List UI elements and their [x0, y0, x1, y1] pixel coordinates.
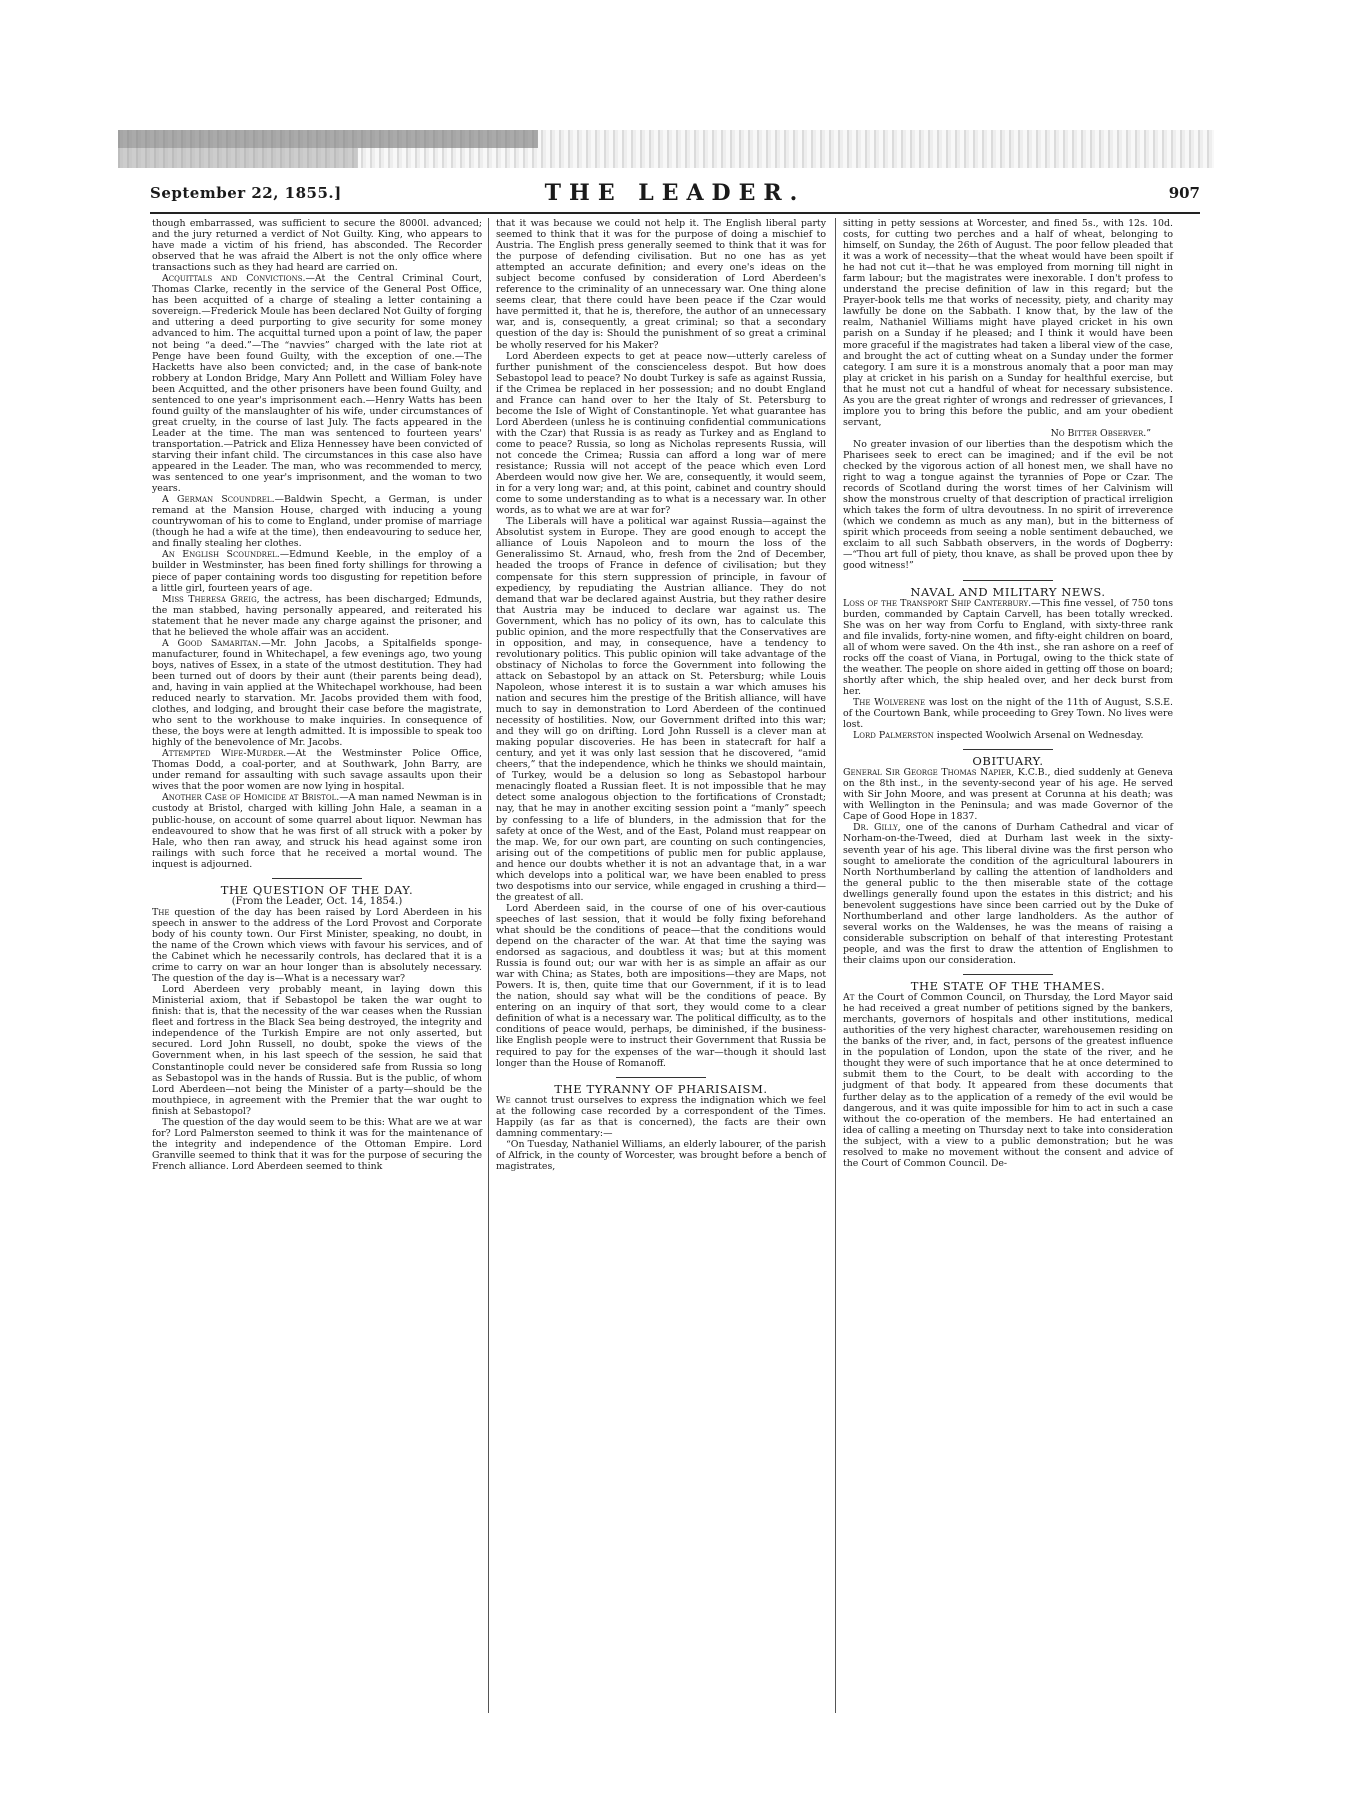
- paragraph: [843, 697, 1173, 730]
- header-date: September 22, 1855.]: [150, 184, 342, 202]
- paragraph: [496, 1095, 826, 1139]
- paragraph-text: —This fine vessel, of 750 tons burden, commanded by Captain Carvell, has been totally wrecked. She was on her way from Corfu to England, with sixty-three rank and file invalids, forty-nine women, and fifty-eight children on board, all of whom were saved. On the 4th inst., she ran ashore on a reef of rocks off the coast of Viana, in Portugal, owing to the thick state of the weather. The people on shore aided in getting off those on board; shortly after which, the ship healed over, and her deck burst from her.: [843, 597, 1173, 697]
- paragraph: Lord Aberdeen said, in the course of one of his over-cautious speeches of last session, that it would be folly fixing beforehand what should be the conditions of peace—that the conditions would depend on the character of the war. At that time the saying was endorsed as sagacious, and doubtless it was; but at this moment Russia is found out; our war with her is as simple an affair as our war with China; as States, both are impositions—they are Maps, not Powers. It is, then, quite time that our Government, if it is to lead the nation, should say what will be the conditions of peace. By entering on an inquiry of that sort, they would come to a clear definition of what is a necessary war. The political difficulty, as to the conditions of peace would, perhaps, be diminished, if the business-like English people were to instruct their Government that Russia be required to pay for the expenses of the war—though it should last longer than the House of Romanoff.: [496, 902, 826, 1069]
- column-middle: [496, 218, 826, 1172]
- run-in-heading: An English Scoundrel.: [162, 549, 280, 561]
- paragraph: Lord Aberdeen very probably meant, in laying down this Ministerial axiom, that if Sebastopol be taken the war ought to finish: that is, that the necessity of the war ceases when the Russian fleet and fortress in the Black Sea being destroyed, the integrity and independence of the Turkish Empire are not only asserted, but secured. Lord John Russell, no doubt, spoke the views of the Government when, in his last speech of the session, he said that Constantinople could never be considered safe from Russia so long as Sebastopol was in the hands of Russia. But is the public, of whom Lord Aberdeen—not being the Minister of a party—should be the mouthpiece, in agreement with the Premier that the war ought to finish at Sebastopol?: [152, 984, 482, 1117]
- run-in-heading: Miss Theresa Greig,: [162, 593, 260, 605]
- run-in-heading: Acquittals and Convictions.: [162, 273, 306, 285]
- paragraph: The question of the day would seem to be this: What are we at war for? Lord Palmerston seemed to think it was for the maintenance of the integrity and independence of the Ottoman Empire. Lord Granville seemed to think that it was for the purpose of securing the French alliance. Lord Aberdeen seemed to think: [152, 1116, 482, 1172]
- paragraph: [843, 598, 1173, 697]
- paragraph-text: —At the Westminster Police Office, Thomas Dodd, a coal-porter, and at Southwark, John Barry, are under remand for assaulting with such savage assaults upon their wives that the poor women are now lying in hospital.: [152, 748, 483, 793]
- paragraph-text: —Edmund Keeble, in the employ of a builder in Westminster, has been fined forty shillings for throwing a piece of paper containing words too disgusting for repetition before a little girl, fourteen years of age.: [152, 549, 482, 594]
- paragraph-text: the Court of Common Council, on Thursday, the Lord Mayor said he had received a great number of petitions signed by the bankers, merchants, governors of hospitals and other institutions, medical authorities of the very highest character, warehousemen residing on the banks of the river, and, in fact, persons of the greatest influence in the population of London, upon the state of the river, and he thought they were of such importance that he at once determined to submit them to the Court, to be dealt with according to the judgment of that body. It appeared from these documents that further delay as to the application of a remedy of the evil would be dangerous, and it was quite impossible for him to act in such a case without the co-operation of the members. He had entertained an idea of calling a meeting on Thursday next to take into consideration the subject, with a view to a public demonstration; but he was resolved to make no movement without the consent and advice of the Court of Common Council. De-: [843, 992, 1173, 1169]
- drop-word: The: [152, 906, 170, 918]
- page-header: [150, 178, 1200, 210]
- section-subheading: (From the Leader, Oct. 14, 1854.): [231, 895, 403, 907]
- paragraph: Lord Aberdeen expects to get at peace now—utterly careless of further punishment of the conscienceless despot. But how does Sebastopol lead to peace? No doubt Turkey is safe as against Russia, if the Crimea be replaced in her possession; and no doubt England and France can hand over to her the Italy of St. Petersburg to become the Isle of Wight of Constantinople. Yet what guarantee has Lord Aberdeen (unless he is continuing confidential communications with the Czar) that Russia is as ready as Turkey and as England to come to peace? Russia, so long as Nicholas represents Russia, will not concede the Crimea; Russia can afford a long war of mere resistance; Russia will not accept of the peace which even Lord Aberdeen would now give her. We are, consequently, it would seem, in for a very long war; and, at this point, cabinet and country should come to some understanding as to what is a necessary war. In other words, as to what we are at war for?: [496, 350, 826, 517]
- section-rule: [616, 1077, 706, 1078]
- paragraph-text: cannot trust ourselves to express the indignation which we feel at the following case recorded by a correspondent of the Times. Happily (as far as that is concerned), the facts are their own damning commentary:—: [496, 1094, 826, 1139]
- column-divider: [488, 218, 489, 1713]
- column-divider: [835, 218, 836, 1713]
- paragraph: [152, 748, 482, 792]
- paragraph: [152, 792, 482, 869]
- paragraph-text: was lost on the night of the 11th of August, S.S.E. of the Courtown Bank, while proceeding to Grey Town. No lives were lost.: [843, 696, 1173, 731]
- paragraph-text: K.C.B., died suddenly at Geneva on the 8th inst., in the seventy-second year of his age. He served with Sir John Moore, and was present at Corunna at his death; was with Wellington in the Peninsula; and was made Governor of the Cape of Good Hope in 1837.: [843, 767, 1173, 823]
- paragraph: The Liberals will have a political war against Russia—against the Absolutist system in Europe. They are good enough to accept the alliance of Louis Napoleon and to mourn the loss of the Generalissimo St. Arnaud, who, fresh from the 2nd of December, headed the troops of France in defence of civilisation; but they compensate for this stern suppression of principle, in favour of expediency, by repudiating the Austrian alliance. They do not demand that war be declared against Austria, but they rather desire that Austria may be induced to declare war against us. The Government, which has no policy of its own, has to calculate this public opinion, and the more respectfully that the Conservatives are in opposition, and may, in consequence, have a tendency to revolutionary politics. This public opinion will take advantage of the obstinacy of Nicholas to force the Government into following the attack on Sebastopol by an attack on St. Petersburg; while Louis Napoleon, whose interest it is to sustain a war which amuses his nation and secures him the prestige of the British alliance, will have much to say in demonstration to Lord Aberdeen of the continued necessity of hostilities. Now, our Government drifted into this war; and they will go on drifting. Lord John Russell is a clever man at making popular discoveries. He has been in statecraft for half a century, and yet it was only last session that he discovered, “amid cheers,” that the independence, which he thinks we should maintain, of Turkey, would be a delusion so long as Sebastopol harbour menacingly floated a Russian fleet. It is not impossible that he may detect some analogous objection to the fortifications of Cronstadt; nay, that he may in another exciting session point a “manly” speech by confessing to a life of blunders, in the admission that for the safety at once of the West, and of the East, Poland must reappear on the map. We, for our own part, are counting on such contingencies, arising out of the competitions of public men for public applause, and hence our doubts whether it is not an advantage that, in a war which develops into a political war, we have been enabled to press two despotisms into our service, while engaged in crushing a third—the greatest of all.: [496, 516, 826, 903]
- scan-smudge-dark-lower: [118, 148, 358, 168]
- section-heading: THE STATE OF THE THAMES.: [910, 979, 1106, 994]
- paragraph-text: inspected Woolwich Arsenal on Wednesday.: [933, 730, 1144, 742]
- run-in-heading: Another Case of Homicide at Bristol.: [162, 792, 340, 804]
- paragraph: [152, 594, 482, 638]
- section-rule: [272, 878, 362, 879]
- run-in-heading: A Good Samaritan.: [162, 637, 262, 649]
- paragraph: [843, 992, 1173, 1169]
- letter-signature: No Bitter Observer.”: [1050, 427, 1151, 439]
- paragraph: though embarrassed, was sufficient to secure the 8000l. advanced; and the jury returned a verdict of Not Guilty. King, who appears to have made a victim of his friend, has absconded. The Recorder observed that he was afraid the Albert is not the only office where transactions such as they had heard are carried on.: [152, 218, 482, 274]
- drop-word: We: [496, 1094, 511, 1106]
- paragraph-text: —Mr. John Jacobs, a Spitalfields sponge-manufacturer, found in Whitechapel, a few evenings ago, two young boys, natives of Essex, in a state of the utmost destitution. They had been turned out of doors by their aunt (their parents being dead), and, having in vain applied at the Whitechapel workhouse, had been reduced nearly to starvation. Mr. Jacobs provided them with food, clothes, and lodging, and brought their case before the magistrate, who sent to the workhouse to make inquiries. In consequence of these, the boys were at length admitted. It is impossible to speak too highly of the benevolence of Mr. Jacobs.: [152, 637, 482, 749]
- header-rule: [150, 212, 1200, 214]
- section-heading: THE QUESTION OF THE DAY.: [220, 882, 414, 897]
- section-heading: NAVAL AND MILITARY NEWS.: [910, 584, 1106, 599]
- paragraph-text: the actress, has been discharged; Edmunds, the man stabbed, having personally appeared, and reiterated his statement that he never made any charge against the prisoner, and that he believed the whole affair was an accident.: [152, 593, 482, 638]
- paragraph: [843, 767, 1173, 822]
- run-in-heading: A German Scoundrel.: [162, 494, 275, 506]
- section-rule: [963, 580, 1053, 581]
- paragraph: [152, 273, 482, 494]
- paragraph: [152, 549, 482, 593]
- section-rule: [963, 974, 1053, 975]
- section-rule: [963, 749, 1053, 750]
- run-in-heading: Attempted Wife-Murder.: [162, 748, 287, 760]
- paragraph: sitting in petty sessions at Worcester, and fined 5s., with 12s. 10d. costs, for cutting two perches and a half of wheat, belonging to himself, on Sunday, the 26th of August. The poor fellow pleaded that it was a work of necessity—that the wheat would have been spoilt if he had not cut it—that he was employed from morning till night in farm labour; but the magistrates were inexorable. I don't profess to understand the precise definition of law in this regard; but the Prayer-book tells me that works of necessity, piety, and charity may lawfully be done on the Sabbath. I know that, by the law of the realm, Nathaniel Williams might have played cricket in his own parish on a Sunday if he pleased; and I think it would have been more graceful if the magistrates had taken a liberal view of the case, and brought the act of cutting wheat on a Sunday under the former category. I am sure it is a monstrous anomaly that a poor man may play at cricket in his parish on a Sunday for healthful exercise, but that he must not cut a handful of wheat for necessary subsistence. As you are the great righter of wrongs and redresser of grievances, I implore you to bring this before the public, and am your obedient servant,: [843, 218, 1173, 428]
- column-left: [152, 218, 482, 1172]
- paragraph: No greater invasion of our liberties than the despotism which the Pharisees seek to erect can be imagined; and if the evil be not checked by the vigorous action of all honest men, we shall have no right to wag a tongue against the tyrannies of Pope or Czar. The records of Scotland during the worst times of her Calvinism will show the monstrous cruelty of that description of practical irreligion which takes the form of ultra devoutness. In no spirit of irreverence (which we condemn as much as any man), but in the bitterness of spirit which proceeds from seeing a noble sentiment debauched, we exclaim to all such Sabbath observers, in the words of Dogberry:—“Thou art full of piety, thou knave, as shall be proved upon thee by good witness!”: [843, 438, 1173, 572]
- run-in-heading: Loss of the Transport Ship Canterbury.: [843, 597, 1032, 609]
- header-title: THE LEADER.: [544, 180, 806, 206]
- section-heading: OBITUARY.: [972, 754, 1044, 769]
- paragraph-text: —A man named Newman is in custody at Bristol, charged with killing John Hale, a seaman in a public-house, on account of some quarrel about liquor. Newman has endeavoured to show that he was first of all struck with a poker by Hale, who then ran away, and struck his head against some iron railings with such force that he received a mortal wound. The inquest is adjourned.: [152, 792, 482, 870]
- paragraph: that it was because we could not help it. The English liberal party seemed to think that it was for the purpose of doing a mischief to Austria. The English press generally seemed to think that it was for the purpose of defending civilisation. But no one has as yet attempted an accurate definition; and every one's ideas on the subject become confused by consideration of Lord Aberdeen's reference to the criminality of an unnecessary war. One thing alone seems clear, that there could have been peace if the Czar would have permitted it, that he is, therefore, the author of an unnecessary war, and is, consequently, a great criminal; so that a secondary question of the day is: Should the punishment of so great a criminal be wholly reserved for his Maker?: [496, 218, 826, 351]
- run-in-heading: Lord Palmerston: [853, 730, 934, 742]
- paragraph: [843, 822, 1173, 966]
- paragraph-text: one of the canons of Durham Cathedral and vicar of Norham-on-the-Tweed, died at Durham last week in the sixty-seventh year of his age. This liberal divine was the first person who sought to ameliorate the condition of the agricultural labourers in North Northumberland by calling the attention of landholders and the general public to the then miserable state of the cottage dwellings generally found upon the estates in this district; and his benevolent suggestions have since been carried out by the Duke of Northumberland and other large landholders. As the author of several works on the Waldenses, he was the means of raising a considerable subscription on behalf of that interesting Protestant people, and was the first to draw the attention of Englishmen to their claims upon our consideration.: [843, 822, 1173, 966]
- paragraph: [152, 494, 482, 549]
- run-in-heading: Dr. Gilly,: [853, 822, 901, 834]
- paragraph: [843, 730, 1173, 741]
- paragraph-text: —At the Central Criminal Court, Thomas Clarke, recently in the service of the General Post Office, has been acquitted of a charge of stealing a letter containing a sovereign.—Frederick Moule has been declared Not Guilty of forging and uttering a deed purporting to give security for some money advanced to him. The acquittal turned upon a point of law, the paper not being “a deed.”—The “navvies” charged with the late riot at Penge have been found Guilty, with the exception of one.—The Hacketts have also been convicted; and, in the case of bank-note robbery at London Bridge, Mary Ann Pollett and William Foley have been Acquitted, and the other prisoners have been found Guilty, and sentenced to one year's imprisonment each.—Henry Watts has been found guilty of the manslaughter of his wife, under circumstances of great cruelty, in the course of last July. The facts appeared in the Leader at the time. The man was sentenced to fourteen years' transportation.—Patrick and Eliza Hennessey have been convicted of starving their infant child. The circumstances in this case also have appeared in the Leader. The man, who was recommended to mercy, was sentenced to one year's imprisonment, and the woman to two years.: [152, 273, 482, 495]
- paragraph: [152, 907, 482, 984]
- section-heading: THE TYRANNY OF PHARISAISM.: [554, 1081, 768, 1096]
- paragraph: [152, 638, 482, 748]
- paragraph-text: —Baldwin Specht, a German, is under remand at the Mansion House, charged with inducing a young countrywoman of his to come to England, under promise of marriage (though he had a wife at the time), then endeavouring to seduce her, and finally stealing her clothes.: [152, 494, 482, 550]
- run-in-heading: The Wolverene: [853, 696, 926, 708]
- scan-smudge-dark: [118, 130, 538, 148]
- paragraph: “On Tuesday, Nathaniel Williams, an elderly labourer, of the parish of Alfrick, in the county of Worcester, was brought before a bench of magistrates,: [496, 1138, 826, 1172]
- paragraph-text: question of the day has been raised by Lord Aberdeen in his speech in answer to the address of the Lord Provost and Corporate body of his county town. Our First Minister, speaking, no doubt, in the name of the Crown which views with favour his services, and of the Cabinet which he necessarily controls, has declared that it is a crime to carry on war an hour longer than is absolutely necessary. The question of the day is—What is a necessary war?: [152, 906, 482, 985]
- run-in-heading: General Sir George Thomas Napier,: [843, 767, 1015, 779]
- header-page-number: 907: [1168, 184, 1200, 202]
- column-right: [843, 218, 1173, 1169]
- drop-word: At: [843, 992, 855, 1004]
